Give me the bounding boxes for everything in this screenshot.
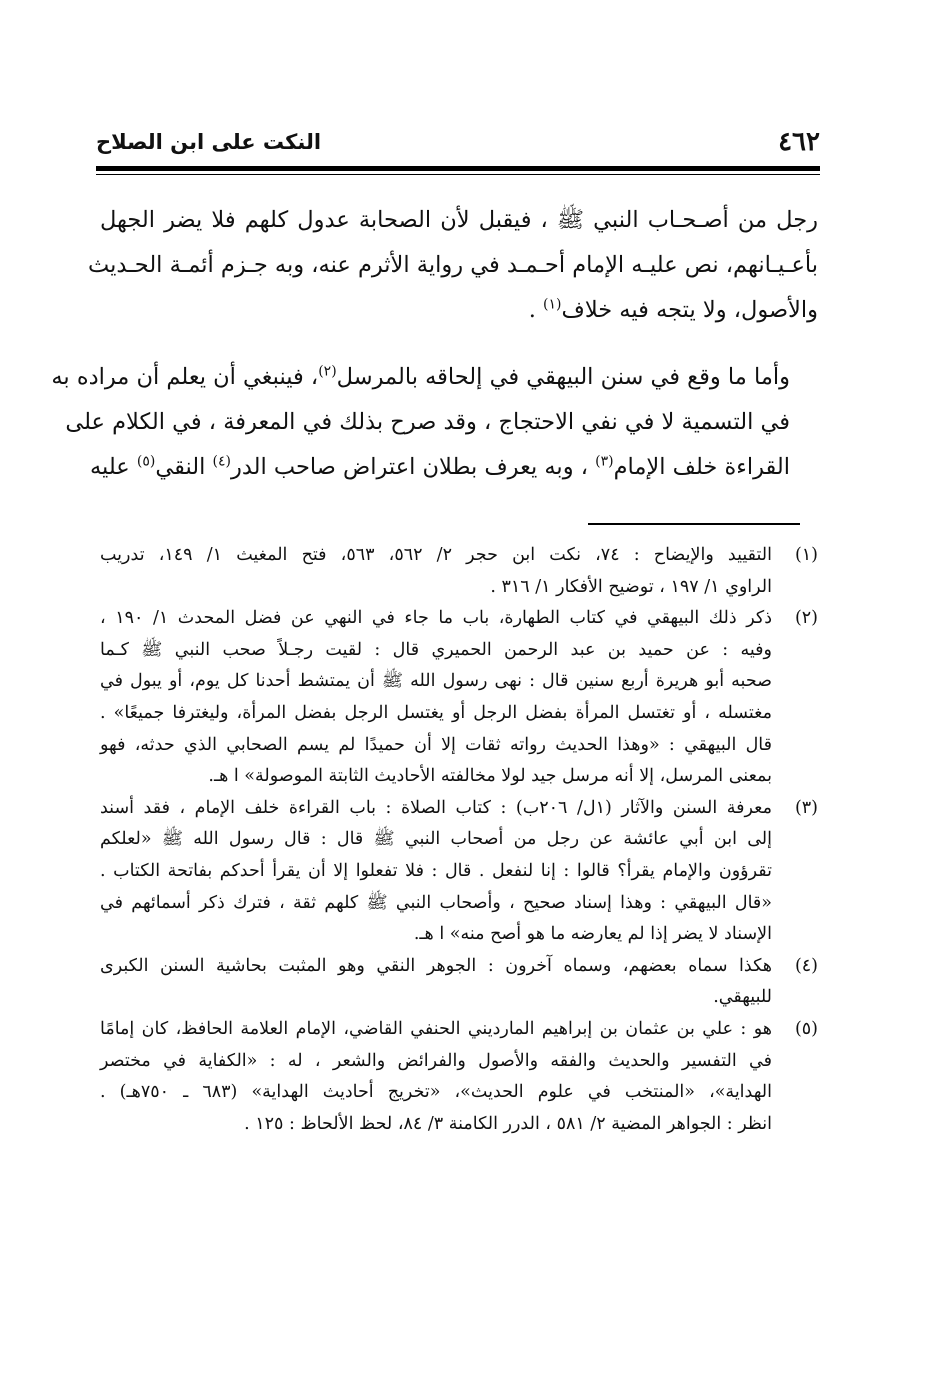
footnote-3	[100, 793, 818, 951]
footnote-line: التقييد والإيضاح : ٧٤، نكت ابن حجر ٢/ ٥٦٢، ٥٦٣، فتح المغيث ١/ ١٤٩، تدريب	[100, 545, 773, 565]
footnote-separator	[588, 523, 800, 525]
footnote-line: قال البيهقي : «وهذا الحديث رواته ثقات إلا أن حميدًا لم يسم الصحابي الذي حدثه، فهو	[100, 734, 772, 755]
footnote-ref-3[interactable]: (٣)	[595, 453, 614, 470]
header-rule-thin	[96, 174, 820, 175]
footnote-line: انظر : الجواهر المضية ٢/ ٥٨١ ، الدرر الكامنة ٣/ ٨٤، لحظ الألحاظ : ١٢٥ .	[244, 1113, 772, 1134]
footnote-line: هكذا سماه بعضهم، وسماه آخرون : الجوهر النقي وهو المثبت بحاشية السنن الكبرى	[100, 955, 772, 976]
footnote-line: إلى ابن أبي عائشة عن رجل من أصحاب النبي ﷺ قال : قال رسول الله ﷺ «لعلكم	[100, 829, 772, 850]
footnote-number: (٤)	[794, 955, 818, 976]
footnote-ref-2[interactable]: (٢)	[318, 363, 337, 380]
footnote-text	[100, 793, 772, 951]
footnote-line: الهداية»، «المنتخب في علوم الحديث»، «تخريج أحاديث الهداية» (٦٨٣ ـ ٧٥٠هـ) .	[100, 1082, 772, 1103]
footnote-line: وفيه : عن حميد بن عبد الرحمن الحميري قال : لقيت رجـلاً صحب النبي ﷺ كـما	[100, 639, 772, 660]
footnote-line: «قال البيهقي : وهذا إسناد صحيح ، وأصحاب النبي ﷺ كلهم ثقة ، فترك ذكر أسمائهم في	[100, 892, 772, 913]
footnote-number: (٢)	[794, 608, 818, 629]
page-header	[96, 122, 820, 162]
paragraph-2-line-3: القراءة خلف الإمام$^{(٣)}$ ، وبه يعرف بطلان اعتراض صاحب الدر$^{(٤)}$ النقي$^{(٥)}$ عليه	[89, 453, 790, 480]
header-rule-thick	[96, 166, 820, 171]
footnote-line: ذكر ذلك البيهقي في كتاب الطهارة، باب ما جاء في النهي عن فضل المحدث ١/ ١٩٠ ،	[100, 608, 772, 629]
footnote-line: مغتسله ، أو تغتسل المرأة بفضل الرجل أو يغتسل الرجل بفضل المرأة، وليغترفا جميعًا» .	[100, 702, 772, 723]
running-title: النكت على ابن الصلاح	[96, 130, 322, 154]
footnote-line: معرفة السنن والآثار (١ل/ ٢٠٦ب) : كتاب الصلاة : باب القراءة خلف الإمام ، فقد أسند	[100, 797, 772, 818]
footnote-ref-1[interactable]: (١)	[543, 296, 562, 313]
footnote-line: صحبه أبو هريرة أربع سنين قال : نهى رسول الله ﷺ أن يمتشط أحدنا كل يوم، أو يبول في	[100, 671, 772, 692]
footnote-number: (١)	[794, 545, 818, 565]
footnote-ref-5[interactable]: (٥)	[136, 453, 156, 470]
paragraph-2	[51, 355, 818, 490]
footnote-2	[100, 603, 818, 793]
footnote-4	[100, 951, 818, 1014]
footnote-number: (٥)	[794, 1018, 818, 1039]
paragraph-1-line-1: رجل من أصـحـاب النبي ﷺ ، فيقبل لأن الصحابة عدول كلهم فلا يضر الجهل	[100, 207, 818, 233]
paragraph-2-line-2: في التسمية لا في نفي الاحتجاج ، وقد صرح بذلك في المعرفة ، في الكلام على	[65, 409, 790, 435]
footnote-text	[100, 603, 772, 793]
main-text	[51, 198, 818, 490]
paragraph-1-line-3: والأصول، ولا يتجه فيه خلاف$^{(١)}$ .	[528, 296, 818, 323]
footnote-5	[100, 1014, 818, 1140]
paragraph-2-line-1: وأما ما وقع في سنن البيهقي في إلحاقه بالمرسل$^{(٢)}$، فينبغي أن يعلم أن مراده به	[51, 363, 790, 390]
footnote-text	[100, 1014, 772, 1140]
page-number: ٤٦٢	[778, 127, 820, 157]
footnote-line: في التفسير والحديث والفقه والأصول والفرائض والشعر ، له : «الكفاية في مختصر	[100, 1050, 772, 1071]
footnote-line: هو : علي بن عثمان بن إبراهيم المارديني الحنفي القاضي، الإمام العلامة الحافظ، كان إمامًا	[100, 1018, 772, 1039]
footnote-text	[100, 951, 772, 1014]
footnote-text	[100, 540, 772, 603]
footnotes-section	[100, 540, 818, 1140]
footnote-line: تقرؤون والإمام يقرأ؟ قالوا : إنا لنفعل . قال : فلا تفعلوا إلا أن يقرأ أحدكم بفاتحة الكتاب .	[100, 860, 772, 881]
footnote-line: للبيهقي.	[713, 987, 772, 1008]
footnote-line: الراوي ١/ ١٩٧ ، توضيح الأفكار ١/ ٣١٦ .	[490, 576, 772, 597]
footnote-line: الإسناد لا يضر إذا لم يعارضه ما هو أصح منه» ا هـ.	[413, 924, 772, 945]
footnote-ref-4[interactable]: (٤)	[212, 453, 231, 470]
footnote-number: (٣)	[794, 797, 818, 818]
paragraph-1-line-2: بأعـيـانهم، نص عليـه الإمام أحـمـد في رواية الأثرم عنه، وبه جـزم أئمـة الحـديث	[88, 252, 818, 278]
paragraph-1	[88, 198, 818, 333]
footnote-1	[100, 540, 818, 603]
footnote-line: بمعنى المرسل، إلا أنه مرسل جيد لولا مخالفته الأحاديث الثابتة الموصولة» ا هـ.	[208, 766, 772, 787]
